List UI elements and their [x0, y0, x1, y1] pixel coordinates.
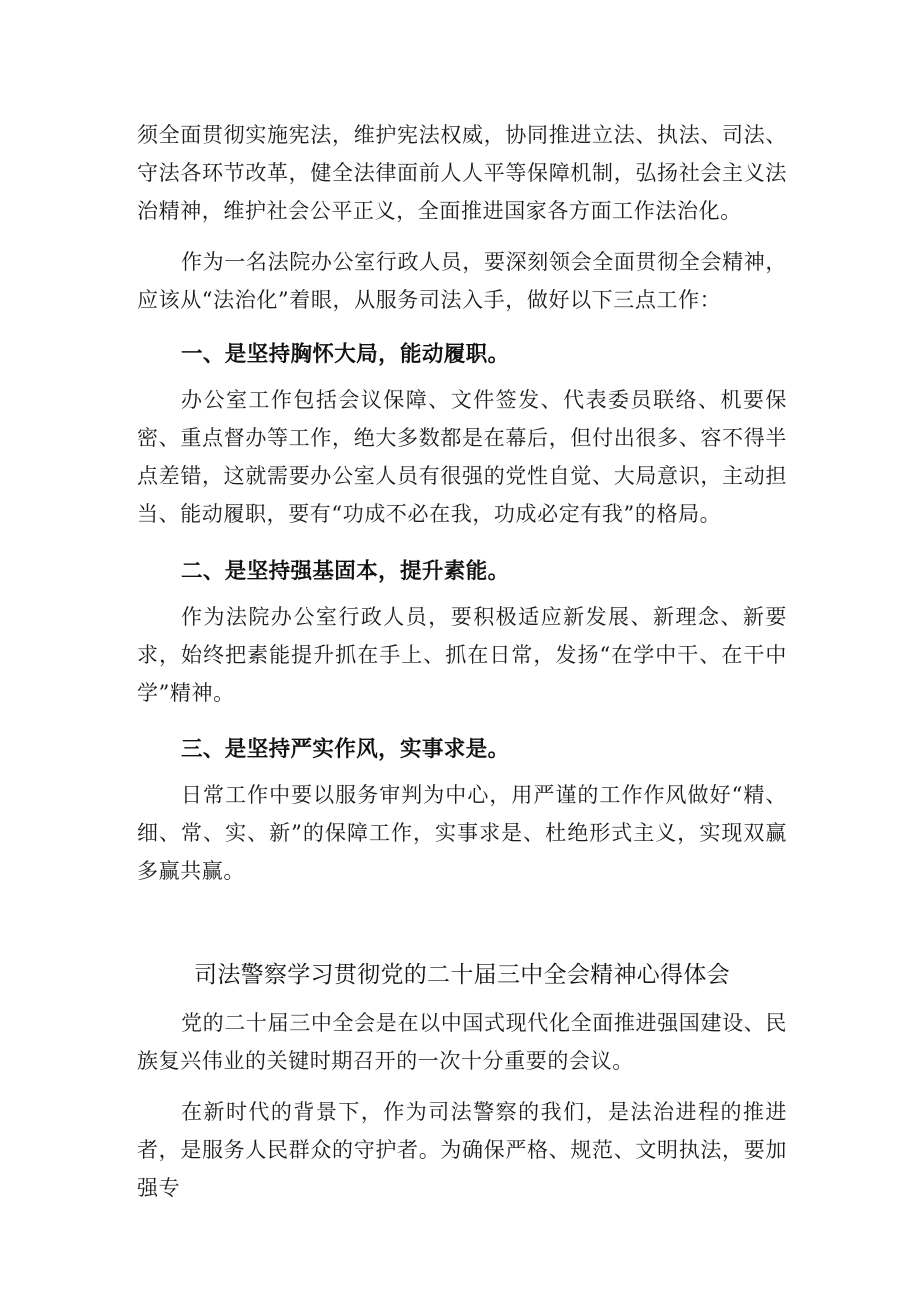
paragraph-intro: 作为一名法院办公室行政人员，要深刻领会全面贯彻全会精神，应该从“法治化”着眼，从服务司法入手，做好以下三点工作： — [137, 250, 787, 312]
point-1-body: 办公室工作包括会议保障、文件签发、代表委员联络、机要保密、重点督办等工作，绝大多数都是在幕后，但付出很多、容不得半点差错，这就需要办公室人员有很强的党性自觉、大局意识，主动担当、能动履职，要有“功成不必在我，功成必定有我”的格局。 — [137, 388, 787, 526]
point-2-body: 作为法院办公室行政人员，要积极适应新发展、新理念、新要求，始终把素能提升抓在手上、抓在日常，发扬“在学中干、在干中学”精神。 — [137, 605, 787, 705]
article-title: 司法警察学习贯彻党的二十届三中全会精神心得体会 — [194, 962, 730, 988]
point-3-body: 日常工作中要以服务审判为中心，用严谨的工作作风做好“精、细、常、实、新”的保障工作，实事求是、杜绝形式主义，实现双赢多赢共赢。 — [137, 783, 787, 883]
article-paragraph-1: 党的二十届三中全会是在以中国式现代化全面推进强国建设、民族复兴伟业的关键时期召开的一次十分重要的会议。 — [137, 1011, 787, 1073]
point-1-heading: 一、是坚持胸怀大局，能动履职。 — [181, 342, 510, 367]
point-2-heading: 二、是坚持强基固本，提升素能。 — [181, 559, 510, 584]
point-3-heading: 三、是坚持严实作风，实事求是。 — [181, 737, 510, 762]
paragraph-continuation: 须全面贯彻实施宪法，维护宪法权威，协同推进立法、执法、司法、守法各环节改革，健全法律面前人人平等保障机制，弘扬社会主义法治精神，维护社会公平正义，全面推进国家各方面工作法治化。 — [137, 123, 787, 223]
article-paragraph-2: 在新时代的背景下，作为司法警察的我们，是法治进程的推进者，是服务人民群众的守护者。为确保严格、规范、文明执法，要加强专 — [137, 1100, 787, 1200]
